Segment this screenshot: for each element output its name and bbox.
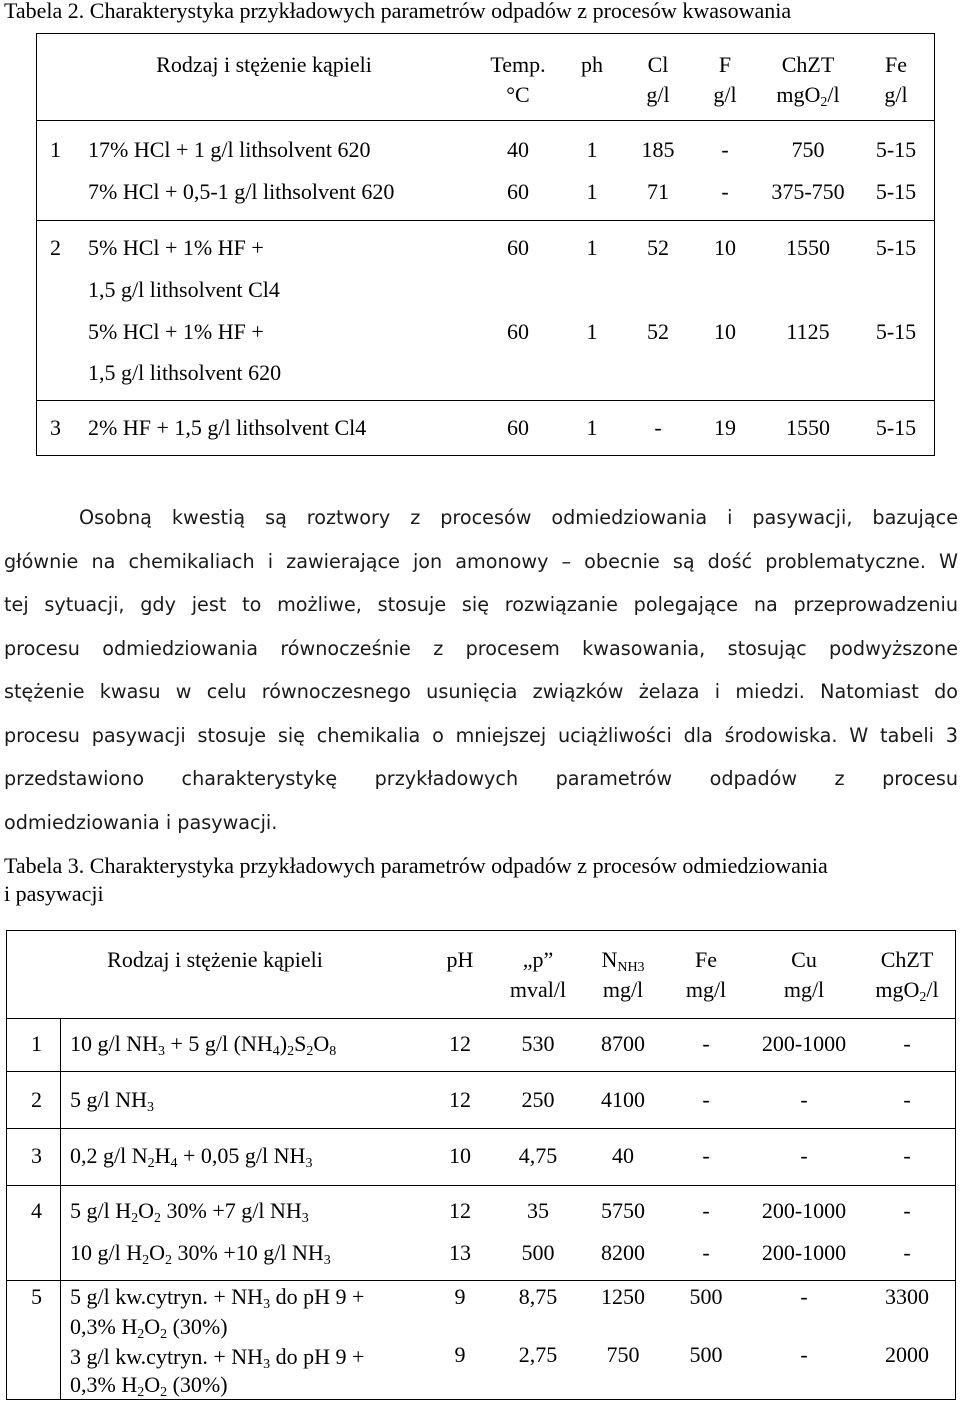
- table-cell: -: [903, 1198, 911, 1223]
- t2-header-f: F: [718, 52, 732, 77]
- t3-header-p-unit: mval/l: [509, 977, 567, 1002]
- t3-header-cu-unit: mg/l: [783, 977, 825, 1002]
- table-cell: 750: [791, 137, 825, 162]
- table-row-desc: 5% HCl + 1% HF +: [88, 319, 264, 344]
- table-cell: 3300: [885, 1284, 929, 1309]
- table-row-desc: 1,5 g/l lithsolvent Cl4: [88, 277, 280, 302]
- table-row-desc: 5 g/l $NH_3$: [70, 1087, 154, 1115]
- table-cell: 200-1000: [761, 1198, 847, 1223]
- t3-header-fe: Fe: [695, 947, 717, 972]
- table-cell: 52: [647, 319, 669, 344]
- table-cell: 35: [527, 1198, 549, 1223]
- table-cell: 1250: [601, 1284, 645, 1309]
- table-cell: 1: [586, 235, 598, 260]
- t3-header-ph: pH: [446, 947, 474, 972]
- paragraph-line: stężenie kwasu w celu równoczesnego usunięcia związków żelaza i miedzi. Natomiast do: [4, 680, 958, 703]
- table3-sep: [6, 1280, 956, 1281]
- table-cell: 5750: [601, 1198, 645, 1223]
- table-cell: 10: [714, 319, 736, 344]
- table-cell: -: [702, 1240, 710, 1265]
- table-cell: 1: [586, 319, 598, 344]
- table-cell: 5-15: [875, 319, 917, 344]
- t3-header-cu: Cu: [791, 947, 817, 972]
- table-cell: 60: [507, 179, 529, 204]
- paragraph-line: przedstawiono charakterystykę przykładowych parametrów odpadów z procesu: [4, 767, 958, 790]
- table3-sep: [6, 1071, 956, 1072]
- table-cell: 9: [454, 1342, 466, 1367]
- table-cell: 5-15: [875, 137, 917, 162]
- table-cell: -: [702, 1087, 710, 1112]
- table-row-desc: 0,3% $H_2O_2$ (30%): [70, 1314, 228, 1342]
- table-row-number: 2: [50, 235, 61, 260]
- table-cell: 1550: [786, 235, 830, 260]
- table-cell: 52: [647, 235, 669, 260]
- table-cell: 60: [507, 235, 529, 260]
- table-row-number: 1: [31, 1031, 42, 1056]
- table-row-desc: 17% HCl + 1 g/l lithsolvent 620: [88, 137, 371, 162]
- table-row-desc: 10 g/l $H_2O_2$ 30% +10 g/l $NH_3$: [70, 1240, 331, 1268]
- t3-header-nnh3-unit: mg/l: [602, 977, 644, 1002]
- table-cell: 750: [606, 1342, 640, 1367]
- paragraph-line: procesu pasywacji stosuje się chemikalia o mniejszej uciążliwości dla środowiska. W tabeli 3: [4, 723, 958, 747]
- table-cell: 8700: [601, 1031, 645, 1056]
- table-cell: -: [702, 1143, 710, 1168]
- table-row-number: 2: [31, 1087, 42, 1112]
- t2-header-ph: ph: [581, 52, 603, 77]
- table-cell: 9: [454, 1284, 466, 1309]
- table3-sep: [6, 1185, 956, 1186]
- body-paragraph: [4, 496, 958, 844]
- table3-sep: [6, 1128, 956, 1129]
- t2-header-temp: Temp.: [490, 52, 546, 77]
- t2-header-fe: Fe: [885, 52, 907, 77]
- table-cell: -: [654, 415, 662, 440]
- t2-header-cl: Cl: [647, 52, 669, 77]
- table-row-number: 5: [31, 1284, 42, 1309]
- table-cell: -: [903, 1087, 911, 1112]
- table-row-desc: 7% HCl + 0,5-1 g/l lithsolvent 620: [88, 179, 395, 204]
- table-cell: 1: [586, 415, 598, 440]
- table-cell: -: [903, 1143, 911, 1168]
- table-cell: -: [721, 137, 729, 162]
- t3-header-chzt: ChZT: [880, 947, 934, 972]
- paragraph-line: procesu odmiedziowania równocześnie z procesem kwasowania, stosując podwyższone: [4, 636, 958, 660]
- table2-sep: [36, 220, 935, 221]
- table-cell: -: [800, 1143, 808, 1168]
- table-row-desc: 10 g/l $NH_3 + 5$ g/l $(NH_4)_2S_2O_8$: [70, 1031, 337, 1059]
- t2-header-chzt: ChZT: [781, 52, 835, 77]
- table3-caption: Tabela 3. Charakterystyka przykładowych parametrów odpadów z procesów odmiedziowania: [4, 853, 828, 878]
- table-cell: -: [702, 1198, 710, 1223]
- table-cell: -: [721, 179, 729, 204]
- table-row-number: 1: [50, 137, 61, 162]
- table-cell: -: [800, 1284, 808, 1309]
- table-cell: 19: [714, 415, 736, 440]
- table-row-desc: 5% HCl + 1% HF +: [88, 235, 264, 260]
- table-cell: 500: [689, 1284, 723, 1309]
- table2-caption: Tabela 2. Charakterystyka przykładowych parametrów odpadów z procesów kwasowania: [4, 0, 792, 23]
- table-cell: 185: [641, 137, 675, 162]
- table-cell: -: [800, 1342, 808, 1367]
- table-cell: 60: [507, 415, 529, 440]
- table2-sep: [36, 120, 935, 121]
- table-row-desc: 2% HF + 1,5 g/l lithsolvent Cl4: [88, 415, 367, 440]
- table-cell: 375-750: [771, 179, 845, 204]
- table-row-desc: 0,2 g/l $N_2H_4 + 0,05$ g/l $NH_3$: [70, 1143, 313, 1171]
- t3-header-fe-unit: mg/l: [685, 977, 727, 1002]
- table-row-desc: 5 g/l $H_2O_2$ 30% +7 g/l $NH_3$: [70, 1198, 309, 1226]
- table-cell: 13: [449, 1240, 471, 1265]
- table-cell: 5-15: [875, 179, 917, 204]
- paragraph-line: tej sytuacji, gdy jest to możliwe, stosuje się rozwiązanie polegające na przeprowadzeniu: [4, 593, 958, 616]
- paragraph-line: Osobną kwestią są roztwory z procesów odmiedziowania i pasywacji, bazujące: [79, 506, 958, 529]
- table-cell: -: [903, 1031, 911, 1056]
- table-cell: 500: [521, 1240, 555, 1265]
- table-cell: 1: [586, 137, 598, 162]
- table-row-desc: 1,5 g/l lithsolvent 620: [88, 360, 282, 385]
- paragraph-line: głównie na chemikaliach i zawierające jon amonowy – obecnie są dość problematyczne. W: [4, 549, 958, 573]
- table-cell: 5-15: [875, 415, 917, 440]
- table-cell: 12: [449, 1198, 471, 1223]
- t2-header-fe-unit: g/l: [884, 82, 908, 107]
- table-row-number: 3: [50, 415, 61, 440]
- table-row-number: 4: [31, 1198, 42, 1223]
- table-row-desc: 3 g/l kw.cytryn. + $NH_3$ do pH 9 +: [70, 1344, 365, 1372]
- table-cell: 200-1000: [761, 1240, 847, 1265]
- table-cell: 1550: [786, 415, 830, 440]
- table-cell: 8,75: [518, 1284, 558, 1309]
- t3-header-chzt-unit: mgO$_2$/l: [875, 977, 939, 1005]
- table-cell: 71: [647, 179, 669, 204]
- table-cell: 4,75: [518, 1143, 558, 1168]
- table-cell: 200-1000: [761, 1031, 847, 1056]
- table-cell: 4100: [601, 1087, 645, 1112]
- table-cell: -: [903, 1240, 911, 1265]
- table3-sep: [6, 1018, 956, 1019]
- table-cell: 1125: [786, 319, 830, 344]
- table-cell: 40: [507, 137, 529, 162]
- t3-header-nnh3: $N_{NH3}$: [601, 947, 645, 975]
- table-cell: 40: [612, 1143, 634, 1168]
- table-cell: 10: [449, 1143, 471, 1168]
- table-cell: 530: [521, 1031, 555, 1056]
- t3-header-rodzaj: Rodzaj i stężenie kąpieli: [107, 947, 323, 972]
- table-cell: 10: [714, 235, 736, 260]
- paragraph-line: odmiedziowania i pasywacji.: [4, 810, 278, 834]
- table-row-desc: 5 g/l kw.cytryn. + $NH_3$ do pH 9 +: [70, 1284, 365, 1312]
- table-cell: 12: [449, 1031, 471, 1056]
- table-cell: 250: [521, 1087, 555, 1112]
- t2-header-rodzaj: Rodzaj i stężenie kąpieli: [156, 52, 372, 77]
- table-cell: 12: [449, 1087, 471, 1112]
- t2-header-f-unit: g/l: [713, 82, 737, 107]
- t3-header-p: „p”: [522, 947, 554, 972]
- table3-caption-cont: i pasywacji: [4, 881, 104, 906]
- table-cell: 5-15: [875, 235, 917, 260]
- table-cell: 2000: [885, 1342, 929, 1367]
- t2-header-temp-unit: °C: [506, 82, 530, 107]
- table-cell: 500: [689, 1342, 723, 1367]
- t2-header-cl-unit: g/l: [646, 82, 670, 107]
- table-cell: 1: [586, 179, 598, 204]
- table-cell: 2,75: [518, 1342, 558, 1367]
- table-cell: 60: [507, 319, 529, 344]
- table3-col-sep: [60, 1018, 61, 1400]
- table-cell: -: [800, 1087, 808, 1112]
- table-cell: -: [702, 1031, 710, 1056]
- t2-header-chzt-unit: mgO$_2$/l: [776, 82, 840, 110]
- table-row-number: 3: [31, 1143, 42, 1168]
- table-cell: 8200: [601, 1240, 645, 1265]
- table-row-desc: 0,3% $H_2O_2$ (30%): [70, 1372, 228, 1400]
- table2-sep: [36, 400, 935, 401]
